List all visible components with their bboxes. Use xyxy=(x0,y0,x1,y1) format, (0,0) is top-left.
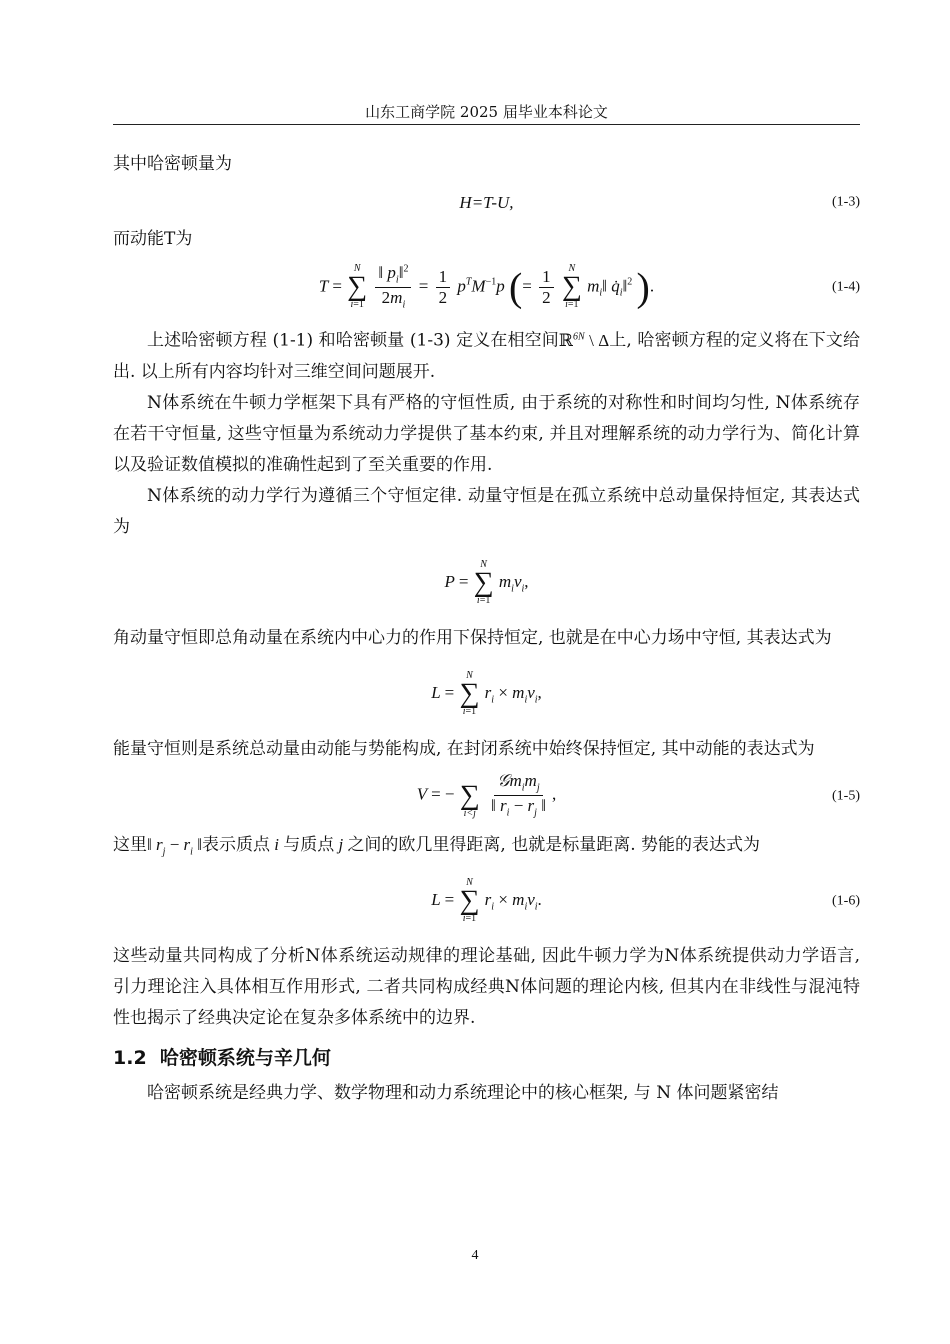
paragraph-momentum: N体系统的动力学行为遵循三个守恒定律. 动量守恒是在孤立系统中总动量保持恒定, 其表达式为 xyxy=(113,485,860,537)
equation-1-5-body: V = − ∑ i<j $\frac{𝒢m_im_j}{‖ r_i - r_j ‖}$ , xyxy=(416,771,557,819)
particle-i-symbol: i xyxy=(269,834,284,854)
paragraph-summary: 这些动量共同构成了分析N体系统运动规律的理论基础, 因此牛顿力学为N体系统提供动力学语言, 引力理论注入具体相互作用形式, 二者共同构成经典N体问题的理论内核, 但其内在非线性与混沌特性也揭示了经典决定论在复杂多体系统中的边界. xyxy=(113,946,860,1029)
equation-1-4-body: T = N ∑ i=1 $\frac{‖ p_i‖^2}{2m_i}$ = $\frac{1}{2}$ $p^TM^{-1}p$ (= $\frac{1}{2}$ N ∑ i=1 $m_i‖$ $q̇_i‖^2$ ). xyxy=(318,262,655,310)
paragraph-angular-momentum: 角动量守恒即总角动量在系统内中心力的作用下保持恒定, 也就是在中心力场中守恒, 其表达式为 xyxy=(113,627,832,648)
equation-1-6-body: L = N ∑ i=1 $r_i \times m_iv_i$. xyxy=(431,877,542,925)
equation-1-3-body: H=T-U, xyxy=(459,192,514,212)
equation-momentum-body: P = N ∑ i=1 $m_iv_i$, xyxy=(444,558,529,606)
distance-text-b: 表示质点 xyxy=(201,834,270,855)
equation-1-4 xyxy=(113,255,860,319)
paragraph-kinetic-intro: 而动能T为 xyxy=(113,229,193,249)
equation-1-5-number: (1-5) xyxy=(832,788,860,804)
distance-symbol: ‖ $r_j - r_i$ ‖ xyxy=(147,834,202,858)
equation-momentum xyxy=(113,543,860,623)
particle-j-symbol: j xyxy=(334,834,348,854)
header-rule xyxy=(113,124,860,125)
page-number: 4 xyxy=(471,1248,479,1263)
paragraph-phase-space xyxy=(113,321,860,388)
paragraph-energy: 能量守恒则是系统总动量由动能与势能构成, 在封闭系统中始终保持恒定, 其中动能的表达式为 xyxy=(113,738,815,759)
page-header: 山东工商学院 2025 届毕业本科论文 xyxy=(365,103,608,121)
paragraph-hamiltonian-system: 哈密顿系统是经典力学、数学物理和动力系统理论中的核心框架, 与 N 体问题紧密结 xyxy=(147,1083,779,1104)
paragraph-distance xyxy=(113,829,860,867)
section-heading xyxy=(113,1038,860,1078)
section-title: 哈密顿系统与辛几何 xyxy=(159,1047,331,1070)
equation-1-6-number: (1-6) xyxy=(832,893,860,909)
phase-space-text-a: 上述哈密顿方程 (1-1) 和哈密顿量 (1-3) 定义在相空间 xyxy=(147,330,559,351)
phase-space-symbol: ℝ$^{6N}$ \ Δ xyxy=(558,330,610,350)
equation-1-6 xyxy=(113,867,860,935)
equation-1-3 xyxy=(113,180,860,224)
equation-1-4-number: (1-4) xyxy=(832,279,860,295)
distance-text-a: 这里 xyxy=(113,834,147,855)
distance-text-d: 之间的欧几里得距离, 也就是标量距离. 势能的表达式为 xyxy=(347,834,761,855)
paragraph-hamiltonian-intro: 其中哈密顿量为 xyxy=(113,154,232,174)
equation-angular-momentum-body: L = N ∑ i=1 $r_i \times m_iv_i$, xyxy=(431,669,542,717)
paragraph-conservation-overview: N体系统在牛顿力学框架下具有严格的守恒性质, 由于系统的对称性和时间均匀性, N体系统存在若干守恒量, 这些守恒量为系统动力学提供了基本约束, 并且对理解系统的动力学行为、简化计算以及验证数值模拟的准确性起到了至关重要的作用. xyxy=(113,392,860,475)
equation-1-3-number: (1-3) xyxy=(832,194,860,210)
equation-1-5 xyxy=(113,765,860,827)
distance-text-c: 与质点 xyxy=(283,834,335,855)
page-content xyxy=(113,146,860,1109)
equation-angular-momentum xyxy=(113,654,860,734)
section-number: 1.2 xyxy=(113,1047,147,1070)
phase-space-text-b: 上, 哈密顿方程的定义将在下文给出. 以上所有内容均针对三维空间问题展开. xyxy=(113,330,861,382)
